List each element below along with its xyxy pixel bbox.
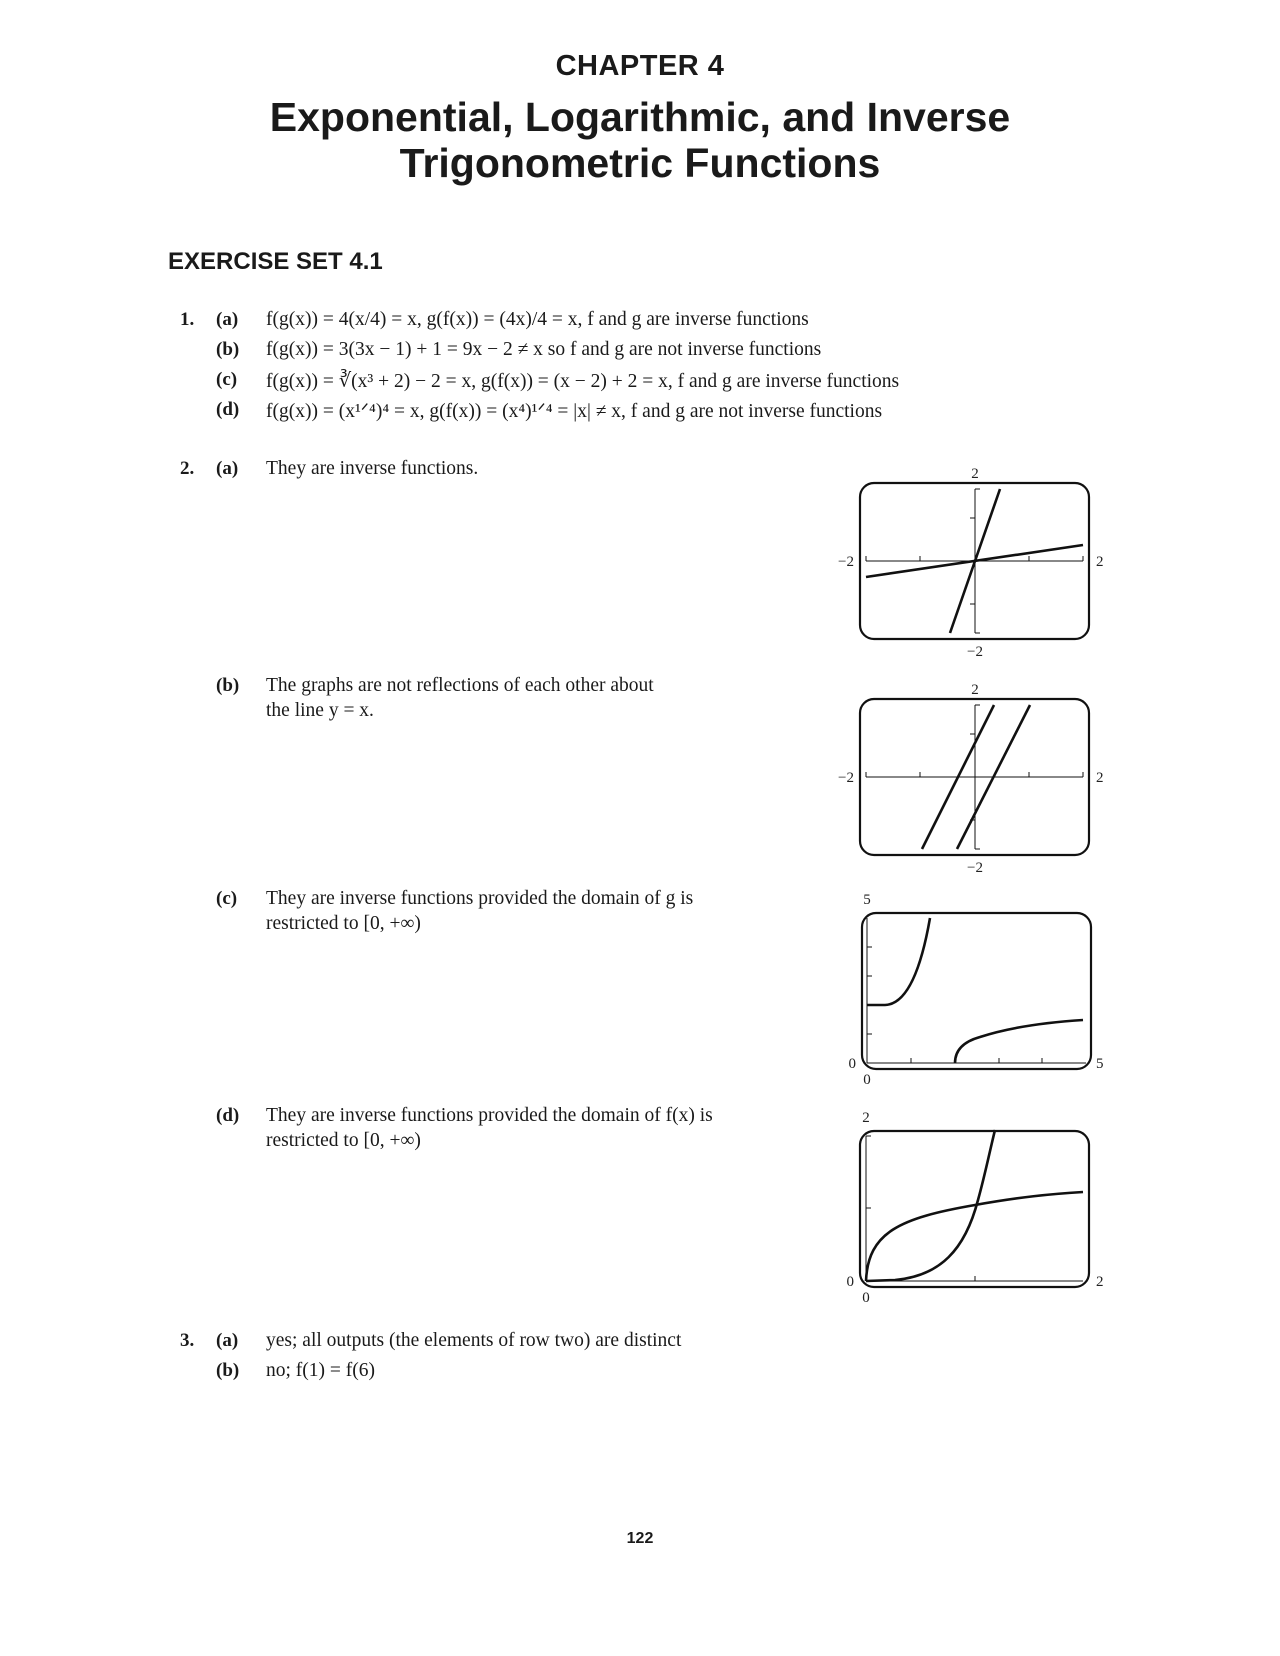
- problem-3-number: 3.: [180, 1330, 195, 1351]
- problem-3a-text: yes; all outputs (the elements of row two) are distinct: [266, 1330, 682, 1351]
- graph-2b-xmax: 2: [1096, 770, 1104, 786]
- graph-2c-frame: [862, 913, 1091, 1069]
- graph-2a: [838, 466, 1103, 660]
- graph-2b-xmin: −2: [838, 770, 854, 786]
- problem-1d-text: f(g(x)) = (x¹ᐟ⁴)⁴ = x, g(f(x)) = (x⁴)¹ᐟ⁴ = |x| ≠ x, f and g are not inverse functions: [266, 401, 883, 422]
- graph-2a-ymin: −2: [967, 644, 983, 660]
- graph-2b-ymin: −2: [967, 860, 983, 876]
- problem-2b-label: (b): [216, 675, 240, 696]
- graph-2d-xmin: 0: [846, 1274, 854, 1290]
- problem-2c-text: They are inverse functions provided the domain of g is restricted to [0, +∞): [266, 888, 694, 934]
- graph-2c-ticks: [867, 947, 1042, 1063]
- exercise-set-heading: EXERCISE SET 4.1: [168, 248, 383, 275]
- problem-3a-label: (a): [216, 1330, 239, 1351]
- problem-1d-label: (d): [216, 399, 240, 420]
- graph-2c: [849, 892, 1104, 1088]
- problem-2-number: 2.: [180, 458, 195, 479]
- problem-1b-label: (b): [216, 339, 240, 360]
- chapter-title-line1: Exponential, Logarithmic, and Inverse: [269, 94, 1011, 140]
- graph-2a-ymax: 2: [971, 466, 979, 482]
- graph-2c-ymax: 5: [863, 892, 871, 908]
- problem-1c-text: f(g(x)) = ∛(x³ + 2) − 2 = x, g(f(x)) = (x − 2) + 2 = x, f and g are inverse functions: [266, 371, 900, 392]
- graph-2d-curve-g: [866, 1192, 1083, 1281]
- graph-2b: [838, 682, 1103, 876]
- graph-2d-xmax: 2: [1096, 1274, 1104, 1290]
- problem-1a-text: f(g(x)) = 4(x/4) = x, g(f(x)) = (4x)/4 = x, f and g are inverse functions: [266, 309, 809, 330]
- graph-2c-ymin: 0: [863, 1072, 871, 1088]
- graph-2c-curve-g: [955, 1020, 1083, 1063]
- graph-2d-ymin: 0: [862, 1290, 870, 1306]
- graph-2c-xmin: 0: [848, 1056, 856, 1072]
- graph-2d-curve-f: [866, 1130, 995, 1281]
- problem-2d-text: They are inverse functions provided the domain of f(x) is restricted to [0, +∞): [266, 1105, 713, 1151]
- problem-1a-label: (a): [216, 309, 239, 330]
- problem-1b-text: f(g(x)) = 3(3x − 1) + 1 = 9x − 2 ≠ x so f and g are not inverse functions: [266, 339, 822, 360]
- problem-2c-label: (c): [216, 888, 238, 909]
- problem-2a-text: They are inverse functions.: [266, 458, 479, 479]
- graph-2c-curve-f: [867, 918, 930, 1005]
- graph-2b-ymax: 2: [971, 682, 979, 698]
- graph-2a-xmax: 2: [1096, 554, 1104, 570]
- graph-2d: [847, 1110, 1104, 1306]
- problem-3b-label: (b): [216, 1360, 240, 1381]
- problem-3b-text: no; f(1) = f(6): [266, 1360, 376, 1381]
- chapter-title-line2: Trigonometric Functions: [399, 140, 881, 186]
- problem-2d-label: (d): [216, 1105, 240, 1126]
- graph-2a-xmin: −2: [838, 554, 854, 570]
- problem-2a-label: (a): [216, 458, 239, 479]
- chapter-label: CHAPTER 4: [555, 50, 725, 82]
- graph-2d-ymax: 2: [862, 1110, 870, 1126]
- problem-2b-text: The graphs are not reflections of each other about the line y = x.: [266, 675, 654, 721]
- problem-1c-label: (c): [216, 369, 238, 390]
- graph-2c-xmax: 5: [1096, 1056, 1104, 1072]
- problem-1-number: 1.: [180, 309, 195, 330]
- page-number: 122: [626, 1530, 654, 1547]
